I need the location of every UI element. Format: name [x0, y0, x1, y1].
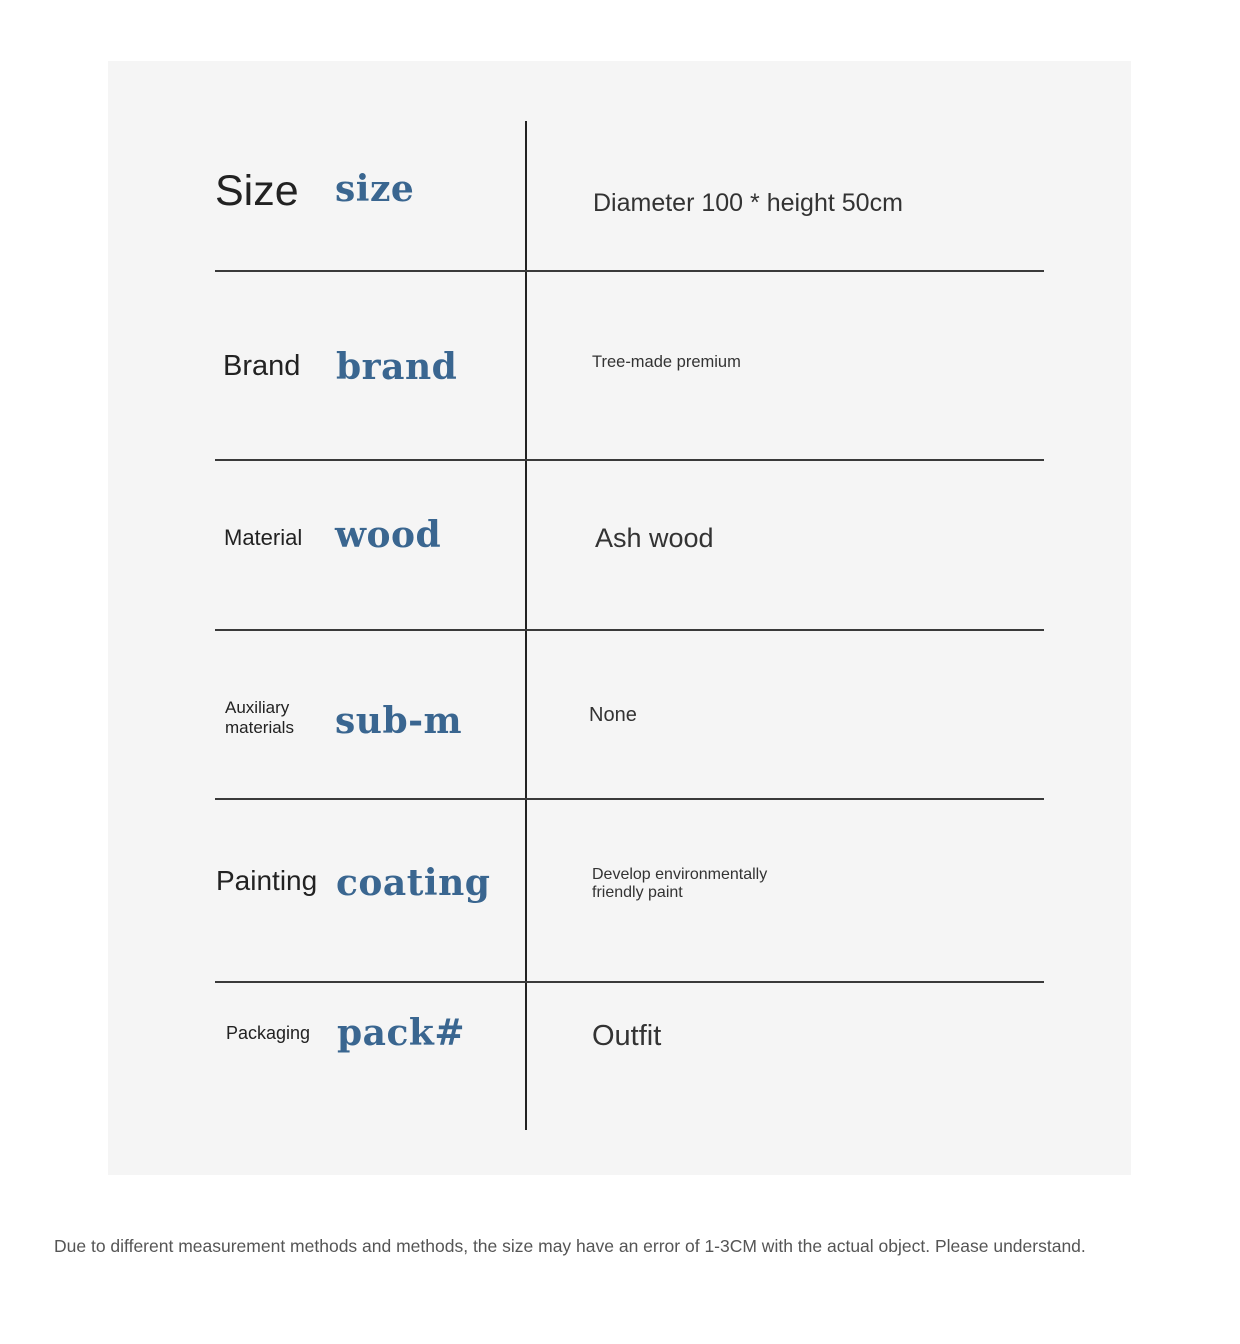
packaging-value: Outfit: [592, 1020, 662, 1052]
spec-panel: [108, 61, 1131, 1175]
painting-value-line1: Develop environmentally: [592, 866, 768, 883]
material-value: Ash wood: [595, 523, 714, 553]
packaging-code: pack#: [337, 1012, 466, 1054]
brand-label: Brand: [223, 350, 301, 382]
painting-value-line2: friendly paint: [592, 884, 683, 902]
size-label: Size: [215, 167, 299, 215]
column-divider: [525, 121, 527, 1130]
auxiliary-label: [225, 698, 294, 737]
measurement-note: Due to different measurement methods and methods, the size may have an error of 1-3CM with the actual object. Please understand.: [54, 1236, 1086, 1256]
painting-code: coating: [336, 862, 491, 904]
material-code: wood: [335, 514, 442, 556]
brand-code: brand: [336, 346, 458, 388]
packaging-label: Packaging: [226, 1023, 311, 1043]
row-divider: [215, 270, 1044, 272]
brand-value: Tree-made premium: [592, 353, 741, 371]
row-divider: [215, 629, 1044, 631]
row-divider: [215, 798, 1044, 800]
row-divider: [215, 981, 1044, 983]
auxiliary-label-line2: materials: [225, 717, 294, 737]
painting-value: [592, 866, 767, 903]
size-value: Diameter 100 * height 50cm: [593, 189, 903, 217]
auxiliary-code: sub-m: [335, 700, 463, 742]
material-label: Material: [224, 525, 303, 550]
row-divider: [215, 459, 1044, 461]
auxiliary-label-line1: Auxiliary: [225, 698, 290, 717]
auxiliary-value: None: [589, 704, 637, 726]
painting-label: Painting: [216, 865, 318, 896]
size-code: size: [335, 168, 415, 210]
